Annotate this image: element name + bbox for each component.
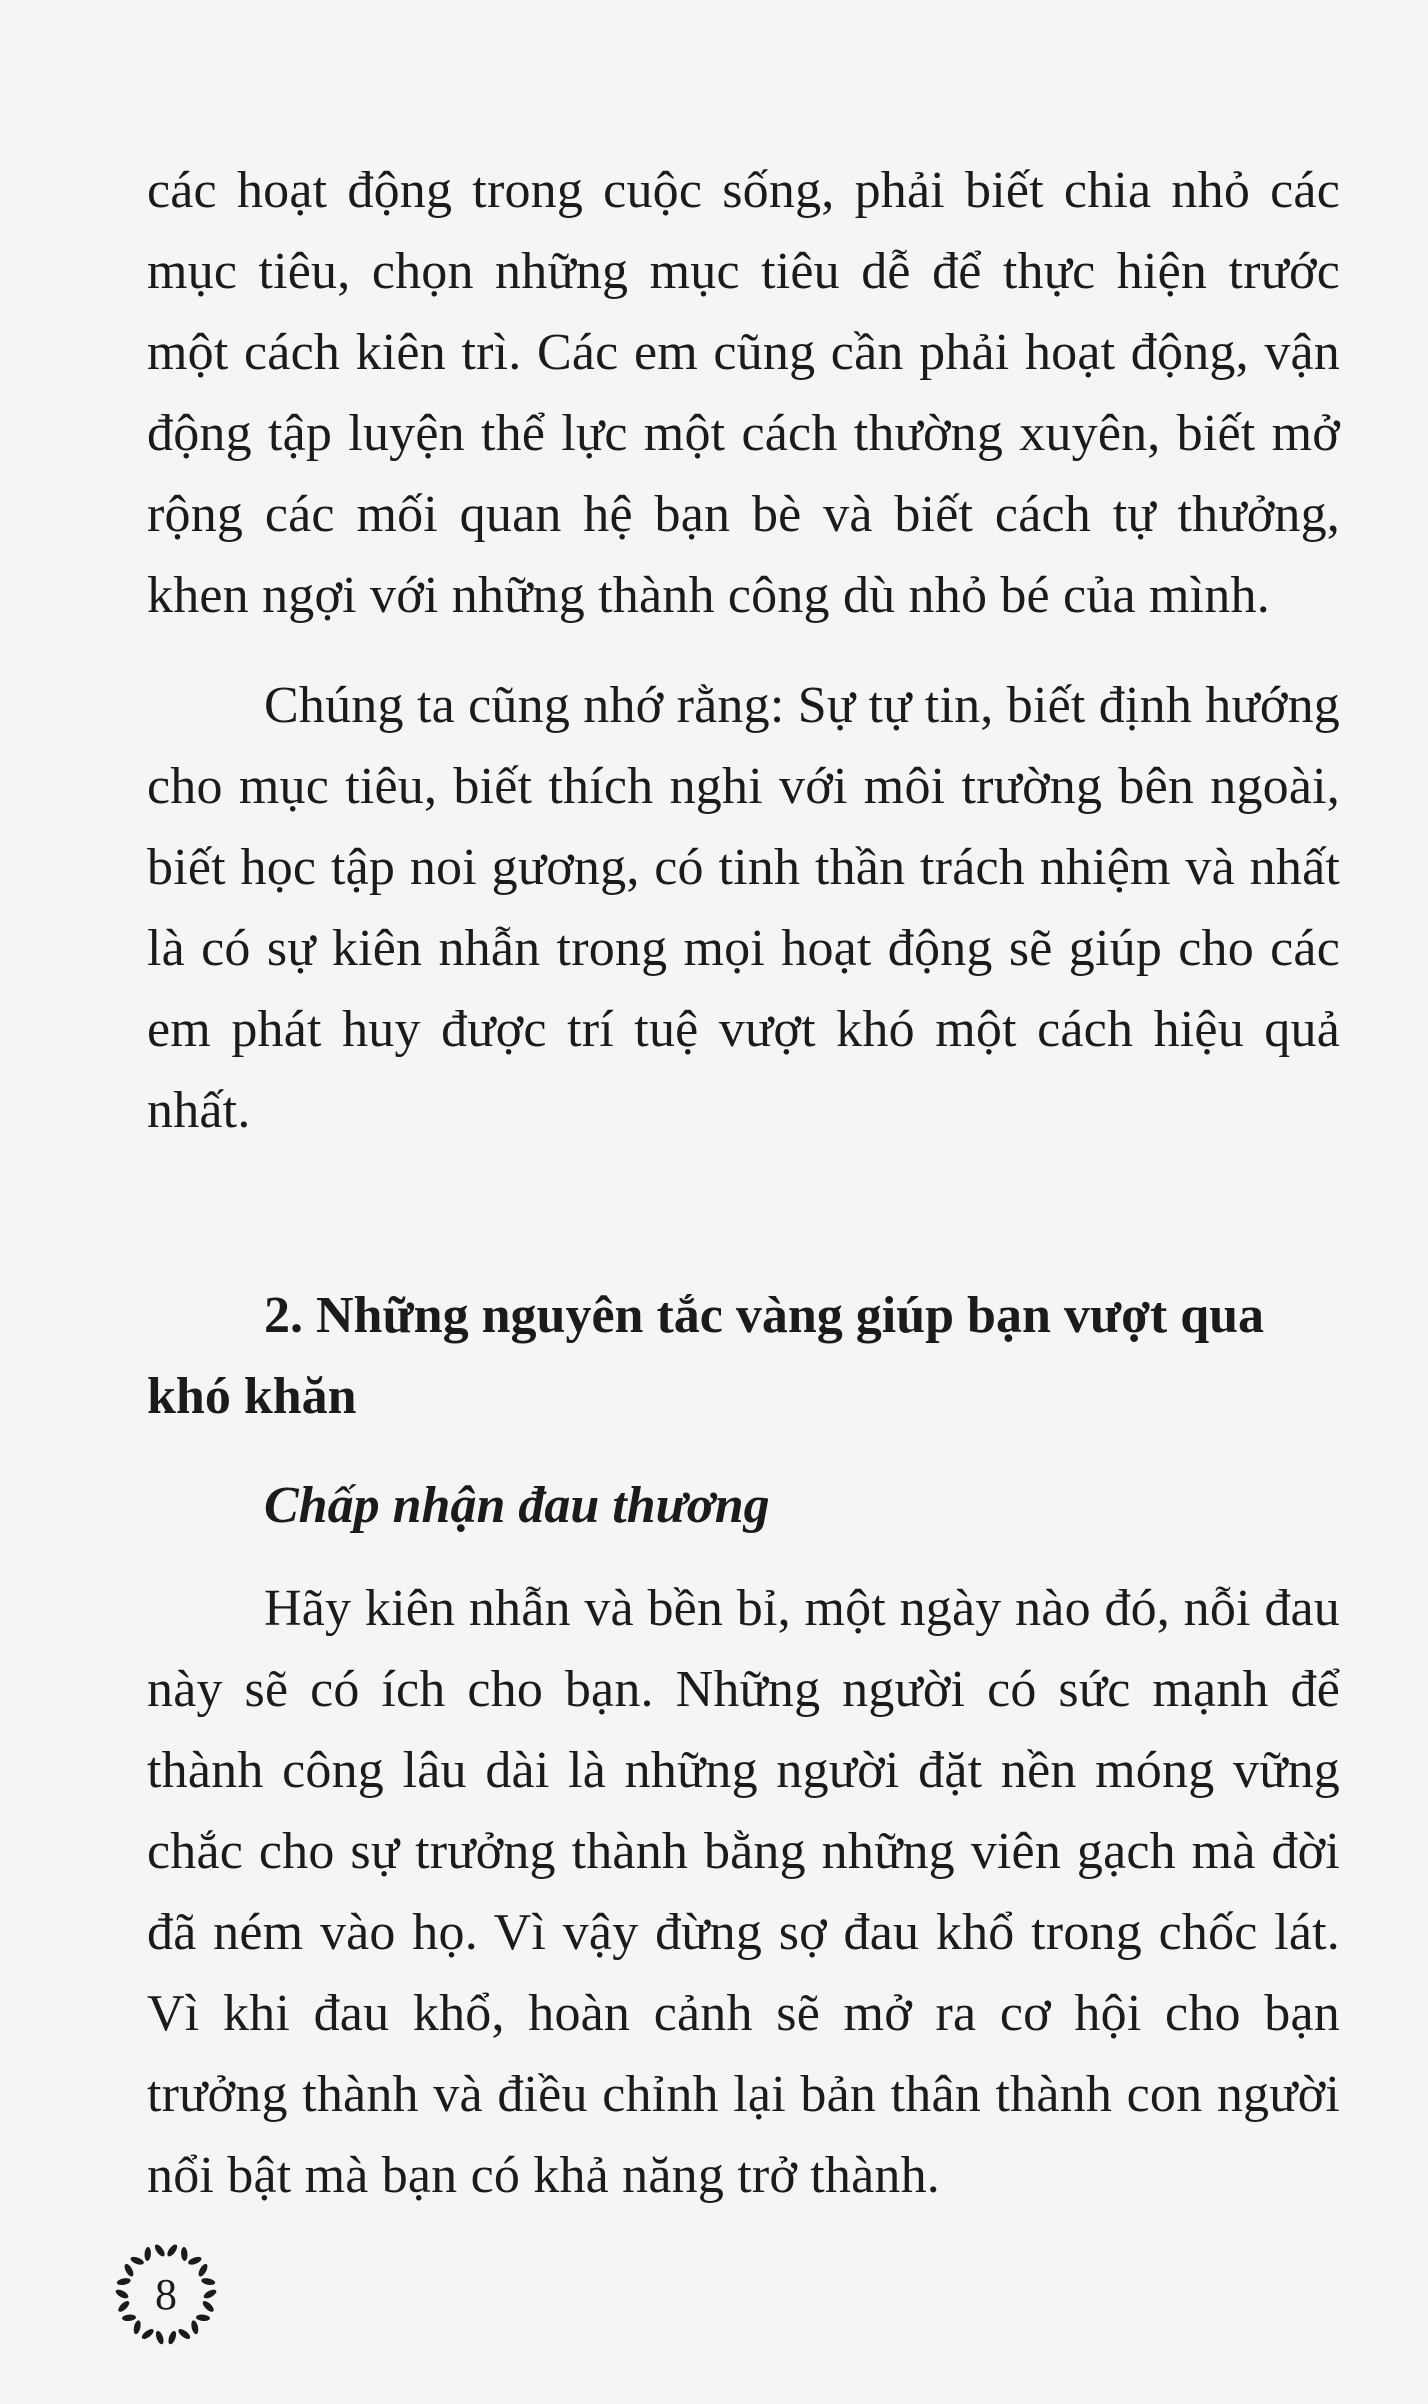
section-heading: 2. Những nguyên tắc vàng giúp bạn vượt qua khó khăn (147, 1287, 1265, 1425)
paragraph-2: Chúng ta cũng nhớ rằng: Sự tự tin, biết định hướng cho mục tiêu, biết thích nghi với môi trường bên ngoài, biết học tập noi gương, có tinh thần trách nhiệm và nhất là có sự kiên nhẫn trong mọi hoạt động sẽ giúp cho các em phát huy được trí tuệ vượt khó một cách hiệu quả nhất. (147, 677, 1340, 1139)
paragraph-1: các hoạt động trong cuộc sống, phải biết chia nhỏ các mục tiêu, chọn những mục tiêu dễ để thực hiện trước một cách kiên trì. Các em cũng cần phải hoạt động, vận động tập luyện thể lực một cách thường xuyên, biết mở rộng các mối quan hệ bạn bè và biết cách tự thưởng, khen ngợi với những thành công dù nhỏ bé của mình. (147, 162, 1340, 624)
page-number-ornament (110, 2238, 222, 2350)
page-number: 8 (155, 2269, 177, 2319)
section-subheading: Chấp nhận đau thương (264, 1477, 770, 1534)
paragraph-3: Hãy kiên nhẫn và bền bỉ, một ngày nào đó, nỗi đau này sẽ có ích cho bạn. Những người có sức mạnh để thành công lâu dài là những người đặt nền móng vững chắc cho sự trưởng thành bằng những viên gạch mà đời đã ném vào họ. Vì vậy đừng sợ đau khổ trong chốc lát. Vì khi đau khổ, hoàn cảnh sẽ mở ra cơ hội cho bạn trưởng thành và điều chỉnh lại bản thân thành con người nổi bật mà bạn có khả năng trở thành. (147, 1580, 1340, 2204)
